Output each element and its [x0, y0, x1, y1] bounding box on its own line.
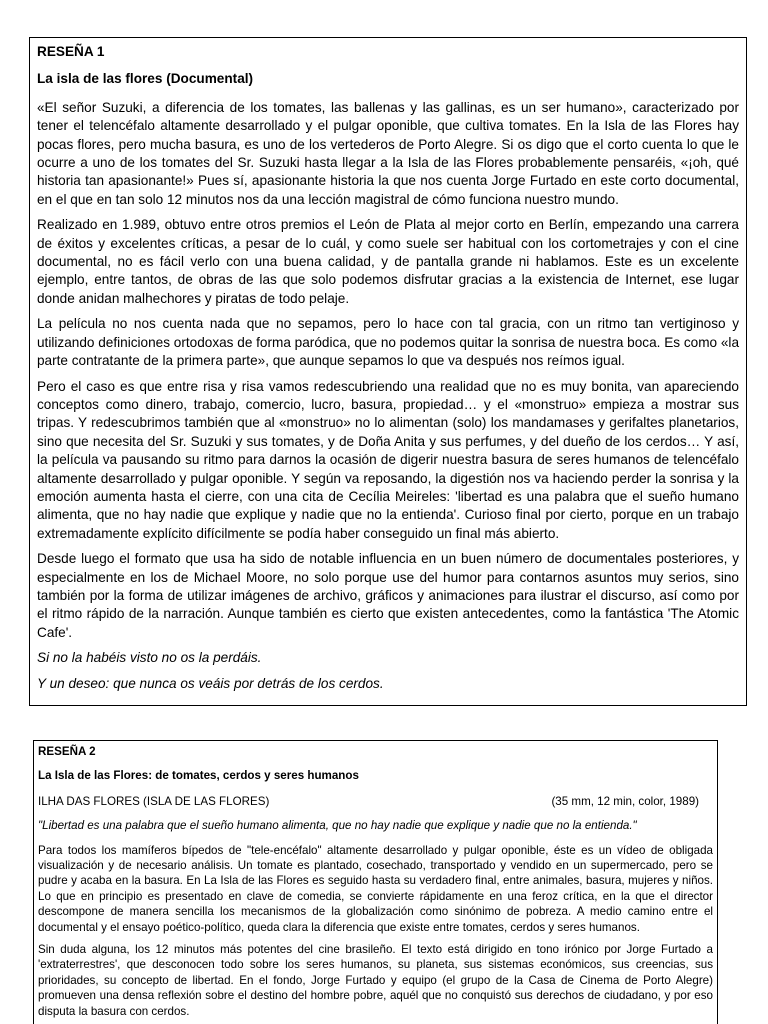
review-2-paragraph-1: Para todos los mamíferos bípedos de "tele-encéfalo" altamente desarrollado y pulgar oponible, éste es un vídeo de obligada visualización y de necesario análisis. Un tomate es plantado, cosechado, transportado y vendido en un supermercado, pero se pudre y acaba en la basura. En La Isla de las Flores es seguido hasta su verdadero final, entre animales, basura, mujeres y niños. Lo que en principio es presentado en clave de comedia, se convierte rápidamente en una feroz crítica, en la que el director descompone de manera sencilla los mecanismos de la globalización como sinónimo de pobreza. A medio camino entre el documental y el ensayo poético-político, queda clara la diferencia que existe entre tomates, cerdos y seres humanos.: [38, 843, 713, 934]
review-2-box: [33, 740, 718, 1024]
review-2-quote: "Libertad es una palabra que el sueño humano alimenta, que no hay nadie que explique y nadie que no la entienda.": [38, 819, 637, 833]
review-1-paragraph-5: Desde luego el formato que usa ha sido de notable influencia en un buen número de documentales posteriores, y especialmente en los de Michael Moore, no solo porque use del humor para contarnos asuntos muy serios, sino también por la forma de utilizar imágenes de archivo, gráficos y animaciones para ilustrar el discurso, así como por el ritmo rápido de la narración. Aunque también es cierto que existen antecedentes, como la fantástica 'The Atomic Cafe'.: [37, 551, 739, 640]
review-1-paragraph-1: «El señor Suzuki, a diferencia de los tomates, las ballenas y las gallinas, es un ser humano», caracterizado por tener el telencéfalo altamente desarrollado y el pulgar oponible, que cultiva tomates. En la Isla de las Flores hay pocas flores, pero mucha basura, es uno de los vertederos de Porto Alegre. Si os digo que el corto cuenta lo que le ocurre a uno de los tomates del Sr. Suzuki hasta llegar a la Isla de las Flores probablemente pensaréis, «¡oh, qué historia tan apasionante!» Pues sí, apasionante historia la que nos cuenta Jorge Furtado en este corto documental, en el que en tan solo 12 minutos nos da una lección magistral de cómo funciona nuestro mundo.: [37, 99, 739, 207]
film-info-line: [38, 794, 713, 809]
film-specs: (35 mm, 12 min, color, 1989): [551, 794, 699, 808]
film-title: ILHA DAS FLORES (ISLA DE LAS FLORES): [38, 794, 270, 808]
review-1-paragraph-2: Realizado en 1.989, obtuvo entre otros premios el León de Plata al mejor corto en Berlín, empezando una carrera de éxitos y excelentes críticas, a pesar de lo cuál, y como suele ser habitual con los cortometrajes y con el cine documental, no es fácil verlo con una buena calidad, y de pantalla grande ni hablamos. Este es un excelente ejemplo, entre tantos, de obras de las que solo podemos disfrutar gracias a la existencia de Internet, ese lugar donde anidan malhechores y piratas de todo pelaje.: [37, 217, 739, 306]
review-1-closing-1: Si no la habéis visto no os la perdáis.: [37, 650, 262, 666]
review-2-label: RESEÑA 2: [38, 745, 96, 758]
review-2-title: La Isla de las Flores: de tomates, cerdos y seres humanos: [38, 769, 359, 783]
review-1-paragraph-3: La película no nos cuenta nada que no sepamos, pero lo hace con tal gracia, con un ritmo tan vertiginoso y utilizando definiciones ortodoxas de forma paródica, que no podemos quitar la sonrisa de nuestra boca. Es como «la parte contratante de la primera parte», que aunque sepamos lo que va después nos reímos igual.: [37, 316, 740, 369]
review-1-label: RESEÑA 1: [37, 44, 105, 59]
review-1-box: [29, 37, 747, 706]
review-1-closing-2: Y un deseo: que nunca os veáis por detrás de los cerdos.: [37, 675, 384, 691]
review-2-paragraph-2: Sin duda alguna, los 12 minutos más potentes del cine brasileño. El texto está dirigido en tono irónico por Jorge Furtado a 'extraterrestres', que desconocen todo sobre los seres humanos, su planeta, sus sistemas económicos, sus creencias, sus prioridades, su concepto de libertad. En el fondo, Jorge Furtado y equipo (el grupo de la Casa de Cinema de Porto Alegre) promueven una densa reflexión sobre el destino del hombre pobre, aquél que no conquistó sus derechos de ciudadano, y por eso disputa la basura con cerdos.: [38, 943, 713, 1018]
review-1-title: La isla de las flores (Documental): [37, 71, 254, 87]
review-1-paragraph-4: Pero el caso es que entre risa y risa vamos redescubriendo una realidad que no es muy bonita, van apareciendo conceptos como dinero, trabajo, comercio, lucro, basura, propiedad… y el «monstruo» empieza a mostrar sus tripas. Y redescubrimos también que al «monstruo» no lo alimentan (solo) los mandamases y gerifaltes planetarios, sino que necesita del Sr. Suzuki y sus tomates, y de Doña Anita y sus perfumes, y del dueño de los cerdos… Y así, la película va pausando su ritmo para darnos la ocasión de digerir nuestra basura de seres humanos de telencéfalo altamente desarrollado y pulgar oponible. Y según va reposando, la digestión nos va haciendo perder la sonrisa y la emoción aumenta hasta el cierre, con una cita de Cecília Meireles: 'libertad es una palabra que el sueño humano alimenta, que no hay nadie que explique y nadie que no la entienda'. Curioso final por cierto, porque en un trabajo extremadamente explícito difícilmente se podía haber conseguido un final más abierto.: [37, 378, 739, 541]
